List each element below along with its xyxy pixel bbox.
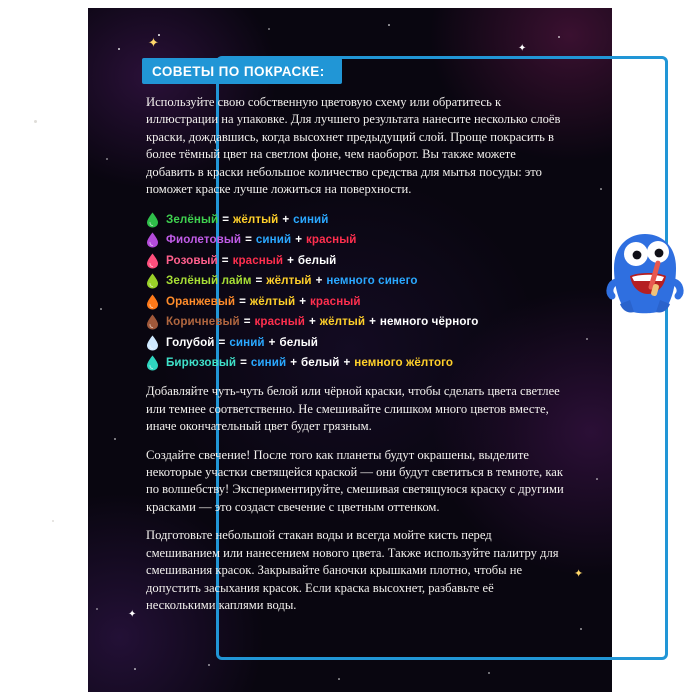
recipe-result-label: Бирюзовый	[166, 356, 237, 370]
recipe-ingredient-label: красный	[306, 233, 357, 247]
equals-operator: =	[243, 315, 251, 329]
color-recipe-list	[146, 209, 566, 373]
color-recipe-item	[146, 312, 566, 333]
plus-operator: +	[299, 294, 307, 308]
paint-drop-icon	[146, 273, 159, 289]
recipe-ingredient-label: белый	[300, 356, 340, 370]
recipe-result-label: Фиолетовый	[166, 233, 242, 247]
decorative-dot	[52, 520, 54, 522]
plus-operator: +	[343, 356, 351, 370]
recipe-result-label: Зелёный лайм	[166, 274, 252, 288]
equals-operator: =	[222, 212, 230, 226]
recipe-ingredient-label: жёлтый	[233, 212, 279, 226]
equals-operator: =	[218, 335, 226, 349]
plus-operator: +	[369, 315, 376, 329]
recipe-result-label: Коричневый	[166, 315, 240, 329]
recipe-ingredient-label: красный	[310, 294, 361, 308]
equals-operator: =	[239, 294, 246, 308]
recipe-ingredient-label: синий	[229, 335, 265, 349]
recipe-ingredient-label: немного жёлтого	[354, 356, 454, 370]
paint-drop-icon	[146, 294, 159, 310]
plus-operator: +	[282, 212, 290, 226]
tip-paragraph: Добавляйте чуть-чуть белой или чёрной краски, чтобы сделать цвета светлее или темнее соответственно. Не смешивайте слишком много цветов вместе, иначе окончательный цвет будет грязным.	[146, 384, 560, 434]
equals-operator: =	[255, 274, 263, 288]
decorative-dot	[34, 120, 37, 123]
recipe-ingredient-label: красный	[254, 315, 306, 329]
equals-operator: =	[221, 253, 229, 267]
recipe-ingredient-label: красный	[232, 253, 284, 267]
recipe-ingredient-label: жёлтый	[266, 274, 312, 288]
sparkle-icon: ✦	[148, 35, 159, 50]
blue-monster-icon	[600, 222, 688, 318]
instructions-body	[146, 94, 566, 625]
paint-drop-icon	[146, 314, 159, 330]
recipe-ingredient-label: белый	[279, 335, 318, 349]
sparkle-icon: ✦	[128, 609, 137, 620]
tips-paragraphs	[146, 383, 566, 614]
color-recipe-item	[146, 209, 566, 230]
recipe-result-label: Розовый	[166, 253, 218, 267]
color-recipe-item	[146, 271, 566, 292]
recipe-result-label: Зелёный	[166, 212, 219, 226]
recipe-ingredient-label: белый	[297, 253, 337, 267]
equals-operator: =	[245, 233, 252, 247]
paint-drop-icon	[146, 232, 159, 248]
sparkle-icon: ✦	[574, 568, 584, 580]
recipe-ingredient-label: жёлтый	[319, 315, 366, 329]
recipe-ingredient-label: немного чёрного	[379, 315, 479, 329]
intro-paragraph: Используйте свою собственную цветовую схему или обратитесь к иллюстрации на упаковке. Для лучшего результата нанесите несколько слоёв краски, дождавшись, когда высохнет предыдущий слой. Проще покрасить в более тёмный цвет на светлом фоне, чем наоборот. Вы также можете добавить в краски небольшое количество средства для мытья посуды: это поможет краске лучше ложиться на поверхности.	[146, 95, 561, 197]
color-recipe-item	[146, 353, 566, 374]
plus-operator: +	[295, 233, 302, 247]
plus-operator: +	[315, 274, 323, 288]
recipe-ingredient-label: синий	[250, 356, 287, 370]
recipe-ingredient-label: синий	[255, 233, 292, 247]
equals-operator: =	[240, 356, 247, 370]
recipe-ingredient-label: синий	[293, 212, 329, 226]
color-recipe-item	[146, 250, 566, 271]
color-recipe-item	[146, 332, 566, 353]
paint-drop-icon	[146, 253, 159, 269]
paint-drop-icon	[146, 335, 159, 351]
color-recipe-item	[146, 291, 566, 312]
color-recipe-item	[146, 230, 566, 251]
recipe-ingredient-label: жёлтый	[249, 294, 296, 308]
paint-drop-icon	[146, 212, 159, 228]
tip-paragraph: Подготовьте небольшой стакан воды и всегда мойте кисть перед смешиванием или нанесением нового цвета. Также используйте палитру для смешивания красок. Закрывайте баночки крышками плотно, чтобы не допустить засыхания красок. Если краска высохнет, разбавьте её несколькими каплями воды.	[146, 528, 559, 612]
plus-operator: +	[290, 356, 297, 370]
recipe-result-label: Голубой	[166, 335, 215, 349]
tip-paragraph: Создайте свечение! После того как планеты будут окрашены, выделите некоторые участки светящейся краской — они будут светиться в темноте, как по волшебству! Экспериментируйте, смешивая светящуюся краску с другими красками — это создаст свечение с цветным оттенком.	[146, 447, 564, 514]
recipe-result-label: Оранжевый	[166, 294, 236, 308]
plus-operator: +	[287, 253, 294, 267]
plus-operator: +	[309, 315, 316, 329]
page-title: СОВЕТЫ ПО ПОКРАСКЕ:	[142, 58, 342, 84]
paint-drop-icon	[146, 355, 159, 371]
plus-operator: +	[268, 335, 276, 349]
recipe-ingredient-label: немного синего	[326, 274, 418, 288]
sparkle-icon: ✦	[518, 43, 527, 54]
